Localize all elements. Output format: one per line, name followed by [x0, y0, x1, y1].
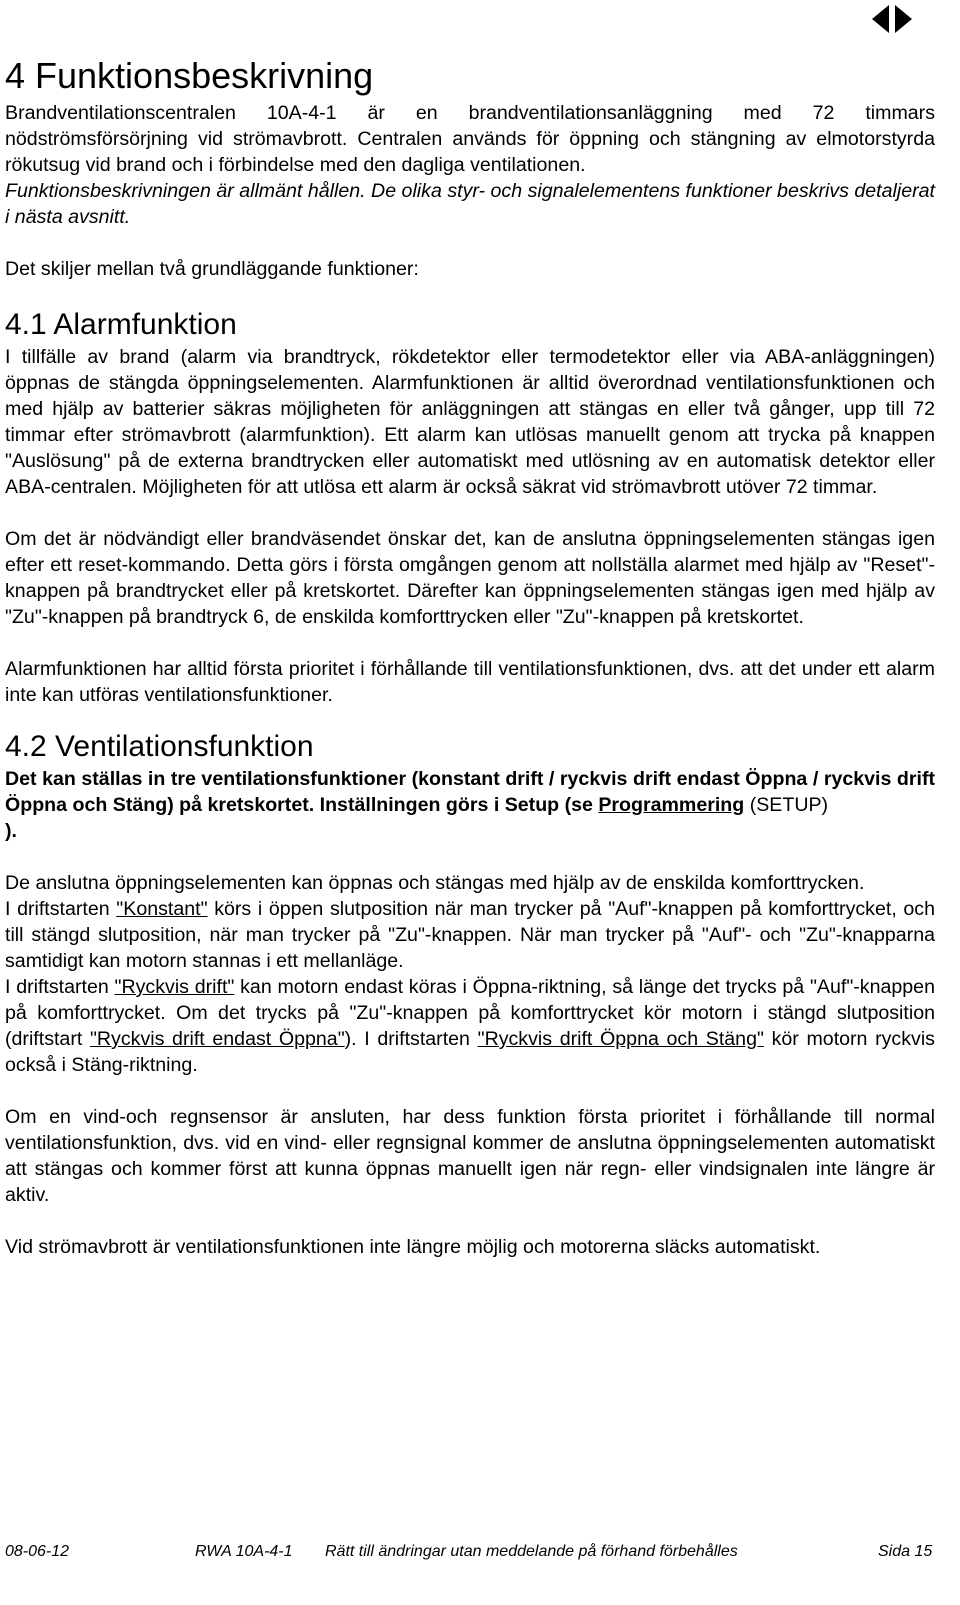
section-4-2-heading: 4.2 Ventilationsfunktion: [5, 730, 314, 763]
page-footer: [5, 1543, 935, 1567]
section-4-2-paragraph-3: I driftstarten "Konstant" körs i öppen slutposition när man trycker på "Auf"-knappen på komforttrycket, och till stängd slutposition, när man trycker på "Zu"-knappen. När man trycker på "Auf"- och "Zu"-knapparna samtidigt kan motorn stannas i ett mellanläge.: [5, 898, 935, 972]
page-navigation-arrows-icon[interactable]: [870, 3, 914, 35]
section-4-1-paragraph-2: Om det är nödvändigt eller brandväsendet önskar det, kan de anslutna öppningselementen stängas igen efter ett reset-kommando. Detta görs i första omgången genom att nollställa alarmet med hjälp av "Reset"-knappen på brandtrycket eller på kretskortet. Därefter kan öppningselementen stängas igen med hjälp av "Zu"-knappen på brandtryck 6, de enskilda komforttrycken eller "Zu"-knappen på kretskortet.: [5, 528, 935, 628]
konstant-link[interactable]: "Konstant": [116, 898, 208, 920]
footer-date: 08-06-12: [5, 1543, 70, 1560]
page-content: [5, 52, 935, 1260]
ryckvis-drift-oppna-och-stang-link[interactable]: "Ryckvis drift Öppna och Stäng": [477, 1028, 764, 1050]
section-4-1-paragraph-3: Alarmfunktionen har alltid första prioritet i förhållande till ventilationsfunktionen, dvs. att det under ett alarm inte kan utföras ventilationsfunktioner.: [5, 658, 935, 706]
programmering-link[interactable]: Programmering: [598, 794, 745, 816]
section-4-paragraph-2: Funktionsbeskrivningen är allmänt hållen. De olika styr- och signalelementens funktioner beskrivs detaljerat i nästa avsnitt.: [5, 180, 935, 228]
section-4-heading: 4 Funktionsbeskrivning: [5, 55, 374, 96]
footer-notice: Rätt till ändringar utan meddelande på förhand förbehålles: [325, 1543, 738, 1560]
ryckvis-drift-endast-oppna-link[interactable]: "Ryckvis drift endast Öppna": [89, 1028, 345, 1050]
bold-end-text: ).: [5, 820, 17, 842]
section-4-2-paragraph-1: [5, 766, 935, 844]
footer-doc-id: RWA 10A-4-1: [195, 1543, 293, 1560]
section-4-paragraph-1: Brandventilationscentralen 10A-4-1 är en brandventilationsanläggning med 72 timmars nödströmsförsörjning vid strömavbrott. Centralen används för öppning och stängning av elmotorstyrda rökutsug vid brand och i förbindelse med den dagliga ventilationen.: [5, 102, 935, 176]
section-4-2-paragraph-4: I driftstarten "Ryckvis drift" kan motorn endast köras i Öppna-riktning, så länge det trycks på "Auf"-knappen på komforttrycket. Om det trycks på "Zu"-knappen på komforttrycket kör motorn i stängd slutposition (driftstart "Ryckvis drift endast Öppna"). I driftstarten "Ryckvis drift Öppna och Stäng" kör motorn ryckvis också i Stäng-riktning.: [5, 976, 935, 1076]
section-4-2-paragraph-2: De anslutna öppningselementen kan öppnas och stängas med hjälp av de enskilda komforttrycken.: [5, 872, 865, 894]
section-4-1-paragraph-1: I tillfälle av brand (alarm via brandtryck, rökdetektor eller termodetektor eller via ABA-anläggningen) öppnas de stängda öppningselementen. Alarmfunktionen är alltid överordnad ventilationsfunktionen och med hjälp av batterier säkras möjligheten för anläggningen att stängas en eller två gånger, upp till 72 timmar efter strömavbrott (alarmfunktion). Ett alarm kan utlösas manuellt genom att trycka på knappen "Auslösung" på de externa brandtrycken eller automatiskt med utlösning av en automatisk detektor eller ABA-centralen. Möjligheten för att utlösa ett alarm är också säkrat vid strömavbrott utöver 72 timmar.: [5, 346, 935, 498]
setup-text: (SETUP): [744, 794, 829, 816]
ryckvis-drift-link[interactable]: "Ryckvis drift": [114, 976, 235, 998]
section-4-2-paragraph-6: Vid strömavbrott är ventilationsfunktionen inte längre möjlig och motorerna släcks automatiskt.: [5, 1236, 821, 1258]
section-4-paragraph-3: Det skiljer mellan två grundläggande funktioner:: [5, 258, 419, 280]
section-4-1-heading: 4.1 Alarmfunktion: [5, 308, 237, 341]
bold-text: Det kan ställas in tre ventilationsfunktioner (konstant drift / ryckvis drift endast Öppna / ryckvis drift Öppna och Stäng) på kretskortet. Inställningen görs i Setup (se: [5, 768, 935, 816]
section-4-2-paragraph-5: Om en vind-och regnsensor är ansluten, har dess funktion första prioritet i förhållande till normal ventilationsfunktion, dvs. vid en vind- eller regnsignal kommer de anslutna öppningselementen automatiskt att stängas och kommer först att kunna öppnas manuellt igen när regn- eller vindsignalen inte längre är aktiv.: [5, 1106, 935, 1206]
footer-page-number: Sida 15: [878, 1543, 933, 1560]
